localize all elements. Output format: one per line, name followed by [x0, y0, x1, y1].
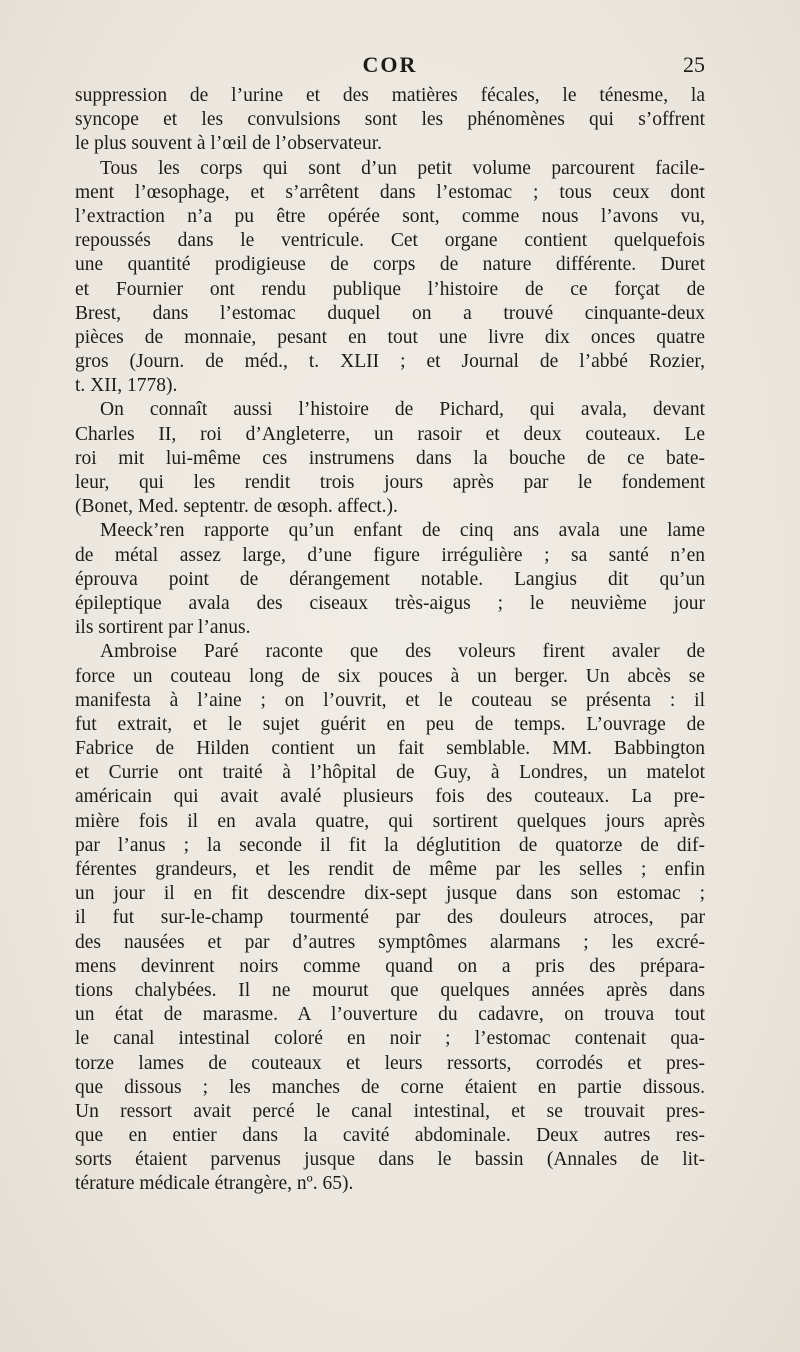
text-line: pièces de monnaie, pesant en tout une livre dix onces quatre: [75, 326, 705, 348]
text-line: sorts étaient parvenus jusque dans le bassin (Annales de lit-: [75, 1149, 705, 1171]
text-line: le plus souvent à l’œil de l’observateur.: [75, 133, 383, 155]
text-line: que en entier dans la cavité abdominale. Deux autres res-: [75, 1125, 705, 1147]
text-line: Brest, dans l’estomac duquel on a trouvé cinquante-deux: [75, 302, 705, 324]
text-line: force un couteau long de six pouces à un berger. Un abcès se: [75, 665, 705, 687]
text-line: On connaît aussi l’histoire de Pichard, qui avala, devant: [100, 399, 705, 421]
text-line: ils sortirent par l’anus.: [75, 617, 251, 639]
text-line: Ambroise Paré raconte que des voleurs firent avaler de: [100, 641, 705, 663]
text-line: une quantité prodigieuse de corps de nature différente. Duret: [75, 254, 705, 276]
text-line: américain qui avait avalé plusieurs fois des couteaux. La pre-: [75, 786, 705, 808]
text-line: mière fois il en avala quatre, qui sortirent quelques jours après: [75, 810, 705, 832]
text-line: torze lames de couteaux et leurs ressorts, corrodés et pres-: [75, 1052, 705, 1074]
text-line: que dissous ; les manches de corne étaient en partie dissous.: [75, 1076, 705, 1098]
text-line: Tous les corps qui sont d’un petit volume parcourent facile-: [100, 157, 705, 179]
page-number: 25: [683, 52, 705, 77]
text-line: fut extrait, et le sujet guérit en peu de temps. L’ouvrage de: [75, 713, 705, 735]
text-line: (Bonet, Med. septentr. de œsoph. affect.).: [75, 496, 398, 518]
running-head: COR: [362, 52, 418, 77]
text-line: térature médicale étrangère, nº. 65).: [75, 1173, 354, 1195]
body-text: [75, 84, 705, 1197]
text-line: t. XII, 1778).: [75, 375, 178, 397]
text-line: syncope et les convulsions sont les phénomènes qui s’offrent: [75, 109, 705, 131]
text-line: manifesta à l’aine ; on l’ouvrit, et le couteau se présenta : il: [75, 689, 705, 711]
text-line: Fabrice de Hilden contient un fait semblable. MM. Babbington: [75, 738, 705, 760]
text-line: Meeck’ren rapporte qu’un enfant de cinq ans avala une lame: [100, 520, 705, 542]
text-line: éprouva point de dérangement notable. Langius dit qu’un: [75, 568, 705, 590]
text-line: de métal assez large, d’une figure irrégulière ; sa santé n’en: [75, 544, 705, 566]
text-line: et Currie ont traité à l’hôpital de Guy, à Londres, un matelot: [75, 762, 705, 784]
text-line: par l’anus ; la seconde il fit la déglutition de quatorze de dif-: [75, 834, 705, 856]
text-line: roi mit lui-même ces instrumens dans la bouche de ce bate-: [75, 447, 705, 469]
text-line: leur, qui les rendit trois jours après par le fondement: [75, 472, 705, 493]
text-line: et Fournier ont rendu publique l’histoire de ce forçat de: [75, 278, 705, 300]
text-line: ment l’œsophage, et s’arrêtent dans l’estomac ; tous ceux dont: [75, 181, 705, 203]
text-line: repoussés dans le ventricule. Cet organe contient quelquefois: [75, 230, 705, 252]
text-line: férentes grandeurs, et les rendit de même par les selles ; enfin: [75, 859, 705, 880]
text-line: mens devinrent noirs comme quand on a pris des prépara-: [75, 955, 705, 977]
text-line: l’extraction n’a pu être opérée sont, comme nous l’avons vu,: [75, 205, 705, 227]
text-line: suppression de l’urine et des matières fécales, le ténesme, la: [75, 85, 705, 106]
text-line: des nausées et par d’autres symptômes alarmans ; les excré-: [75, 931, 705, 953]
text-line: gros (Journ. de méd., t. XLII ; et Journal de l’abbé Rozier,: [75, 351, 705, 373]
text-line: épileptique avala des ciseaux très-aigus ; le neuvième jour: [75, 592, 705, 614]
page-header: [75, 52, 705, 84]
text-line: Un ressort avait percé le canal intestinal, et se trouvait pres-: [75, 1100, 705, 1122]
text-line: il fut sur-le-champ tourmenté par des douleurs atroces, par: [75, 907, 705, 929]
text-line: tions chalybées. Il ne mourut que quelques années après dans: [75, 979, 705, 1001]
text-line: un état de marasme. A l’ouverture du cadavre, on trouva tout: [75, 1004, 705, 1026]
text-line: Charles II, roi d’Angleterre, un rasoir et deux couteaux. Le: [75, 423, 705, 445]
text-line: le canal intestinal coloré en noir ; l’estomac contenait qua-: [75, 1028, 705, 1050]
text-line: un jour il en fit descendre dix-sept jusque dans son estomac ;: [75, 883, 705, 905]
